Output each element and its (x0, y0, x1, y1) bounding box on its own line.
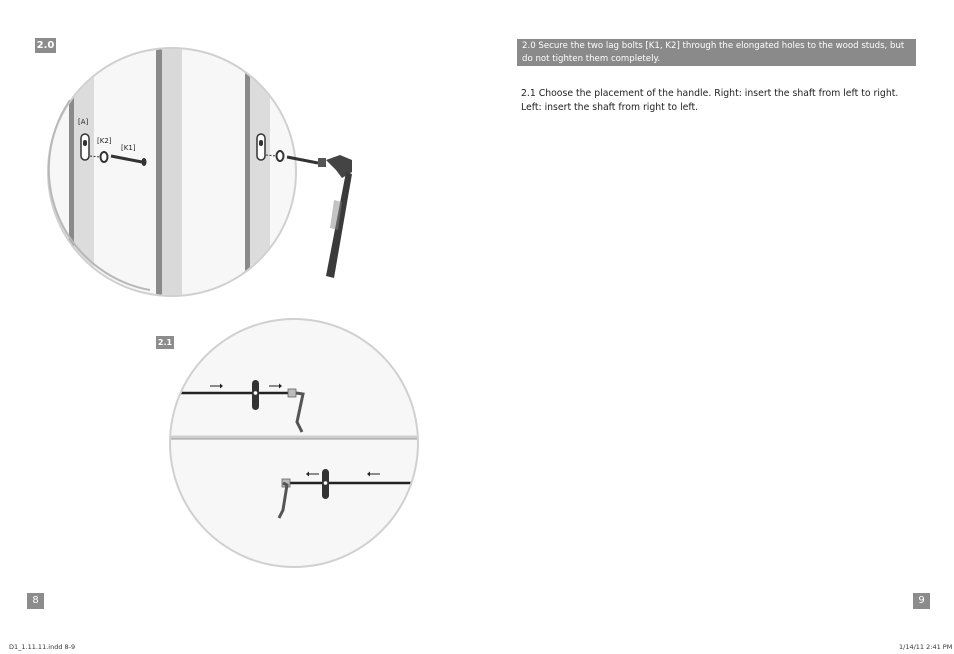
step-2-0-banner: 2.0 Secure the two lag bolts [K1, K2] through the elongated holes to the wood studs, but do not tighten them completely. (517, 39, 916, 66)
page-number-right: 9 (913, 593, 930, 609)
handle-circle (160, 318, 430, 568)
footer-timestamp: 1/14/11 2:41 PM (899, 643, 953, 651)
label-k2: [K2] (97, 137, 112, 145)
step-2-1-tag: 2.1 (157, 338, 173, 347)
step-2-1-text: 2.1 Choose the placement of the handle. Right: insert the shaft from left to right. Left: insert the shaft from right to left. (521, 88, 899, 113)
footer-file-info: D1_1.11.11.indd 8-9 (9, 643, 76, 651)
page-number-left: 8 (27, 593, 44, 609)
step-2-0-tag: 2.0 (36, 40, 55, 51)
label-k1: [K1] (121, 144, 136, 152)
label-a: [A] (78, 118, 89, 126)
